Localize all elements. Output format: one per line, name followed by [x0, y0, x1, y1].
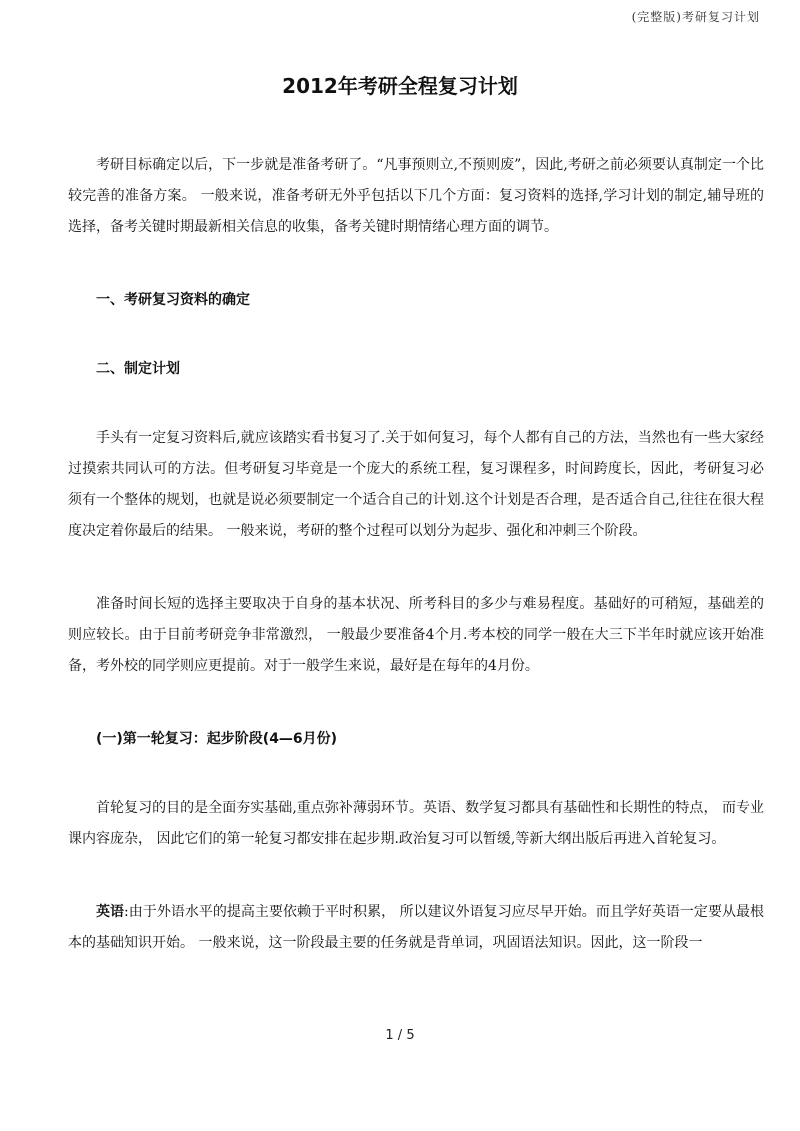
document-body: [68, 150, 764, 959]
document-title: 2012年考研全程复习计划: [282, 74, 518, 98]
plan-paragraph-1: 手头有一定复习资料后,就应该踏实看书复习了.关于如何复习，每个人都有自己的方法，当然也有一些大家经过摸索共同认可的方法。但考研复习毕竟是一个庞大的系统工程，复习课程多，时间跨度长，因此，考研复习必须有一个整体的规划，也就是说必须要制定一个适合自己的计划.这个计划是否合理，是否适合自己,往往在很大程度决定着你最后的结果。 一般来说，考研的整个过程可以划分为起步、强化和冲刺三个阶段。: [68, 430, 764, 539]
running-header: (完整版)考研复习计划: [631, 10, 760, 24]
phase1-paragraph: 首轮复习的目的是全面夯实基础,重点弥补薄弱环节。英语、数学复习都具有基础性和长期性的特点， 而专业课内容庞杂， 因此它们的第一轮复习都安排在起步期.政治复习可以暂缓,等新大纲出版后再进入首轮复习。: [68, 800, 764, 847]
intro-paragraph: 考研目标确定以后，下一步就是准备考研了。“凡事预则立,不预则废”，因此,考研之前必须要认真制定一个比较完善的准备方案。 一般来说，准备考研无外乎包括以下几个方面：复习资料的选择,学习计划的制定,辅导班的选择，备考关键时期最新相关信息的收集，备考关键时期情绪心理方面的调节。: [68, 157, 764, 235]
page-indicator: 1 / 5: [385, 1028, 415, 1043]
english-text: :由于外语水平的提高主要依赖于平时积累， 所以建议外语复习应尽早开始。而且学好英语一定要从最根本的基础知识开始。 一般来说，这一阶段最主要的任务就是背单词，巩固语法知识。因此，这一阶段一: [68, 904, 765, 951]
phase1-heading: (一)第一轮复习：起步阶段(4—6月份): [96, 731, 338, 747]
plan-paragraph-2: 准备时间长短的选择主要取决于自身的基本状况、所考科目的多少与难易程度。基础好的可稍短，基础差的则应较长。由于目前考研竞争非常激烈， 一般最少要准备4个月.考本校的同学一般在大三下半年时就应该开始准备，考外校的同学则应更提前。对于一般学生来说，最好是在每年的4月份。: [68, 596, 764, 674]
section-heading-plan: 二、制定计划: [96, 361, 180, 377]
section-heading-materials: 一、考研复习资料的确定: [96, 292, 250, 308]
english-label: 英语: [96, 904, 125, 920]
english-paragraph: [68, 897, 764, 959]
